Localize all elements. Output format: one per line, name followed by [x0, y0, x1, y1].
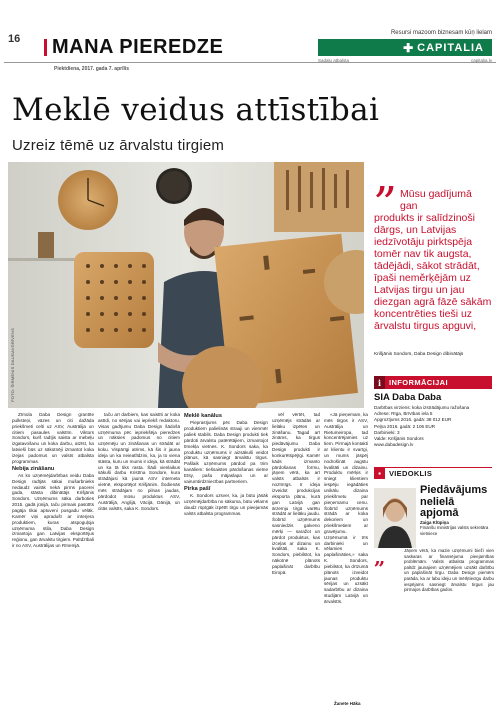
opinion-author-role: Finanšu ministrijas valsts sekretāra vietniece: [420, 525, 489, 536]
workshop-photo-illustration: [8, 162, 364, 408]
opinion-author: [420, 520, 494, 536]
article-paragraph: Pieprasījums pēc Daba Design produktiem palielinās strauji un vienmēr paliek stabils. Daba Design produkti tiek pārdoti ārvalstu patērētājiem, izmantojot tīmekļa vietnes. K. Sondors saka, ka produktu uzņēmums ir aizsākuši veidot plānus, kā sasniegt ārvalstu tirgus. Pašlaik uzņēmums pārdod pa trim kanāliem: tiešsaistes pārdošanas vietne Etsy, pašu mājaslapa un ar vairumtirdzniecības partneriem.: [184, 420, 268, 484]
article-column-1: [12, 412, 94, 549]
capitalia-logo: [403, 41, 484, 55]
article-column-5-final: [324, 412, 368, 605]
article-column-3: [184, 412, 268, 516]
sponsor-url[interactable]: capitalia.lv: [470, 58, 492, 63]
photo-credit: FOTO: ŠIRMENIS DAUGAVGRĪVENS: [10, 328, 15, 402]
opinion-quote-icon: „: [374, 545, 386, 569]
plus-icon: ✚: [403, 40, 415, 55]
article-paragraph: vēl vērtēt, tad uzņēmējs strādās ar lielāku izpētes un zināšanu. Tagad arī zināms, ka tirgus piedāvājumu Daba Design produkti ir konkurētspējīgi. Kamēr kāds izmanto pārdošanas formu, jāņem vērā, ka arī valsts atbalsts ir nozīmīgs. Ir ideja izveidot produkcijas eksporta plānu, kurā gan Latvijā gan ārzemju tirgū varētu strādāt ar lielāku jaudu. Šobrīd uzņēmums sasniedzis galveno mērķi — saražot un pārdot produktus, kas izceļas ar dizainu un kvalitāti, saka K. Sondors, piebilstot, ka nākotnē plānots paplašināt darbību Eiropā.: [272, 412, 320, 575]
article-photo: [8, 162, 364, 408]
article-byline: Žanete Hāka: [334, 701, 361, 706]
article-column-2: [98, 412, 180, 511]
sponsor-bar: [318, 39, 492, 56]
pull-quote-text: produkts ir salīdzinoši dārgs, un Latvijas iedzīvotāju pirktspēja tomēr nav tik augsta, tādējādi, sākot strādāt, īpaši neměrķējām uz Latvijas tirgu un jau diezgan agrā fāzē sākām koncentrēties tieši uz ārvalstu tirgus apguvi,: [374, 212, 492, 332]
company-info: [374, 392, 492, 448]
article-paragraph: As ko uzņēmējdarbības veidu Daba Design radījās sākai mušarbnieks nedaudz vairāk nekā pirms pacerei gada, stāsta dibinātājs Krišjānis Sondors. Uzņēmums sāka darboties 2015. gadā jūnijā, taču pirmais pasūtīts pagāja tikai aptuveni pusgadu vēlāk. Kamēr viņi apradušī ar interjera produktiem, kuras atspoguļoja uzņēmuma stila, Daba Design izmantoja gan Latvijas eksportējus reģionu, gan ārvalstu tirgiem. Palīdzībali ir no ASV, Austrālijas un Rīnemjā.: [12, 472, 94, 549]
pull-quote-lead: Mūsu gadījumā gan: [400, 188, 472, 212]
pull-quote: [374, 148, 492, 332]
opinion-author-portrait: [374, 488, 416, 548]
opinion-author-name: Zaiga Klūpiņa: [420, 520, 449, 525]
quote-mark-icon: „: [374, 148, 398, 202]
issue-date: Piektdiena, 2017. gada 7. aprīlis: [54, 66, 130, 72]
opinion-label: VIEDOKLIS: [389, 469, 433, 478]
info-header: [374, 376, 492, 389]
article-paragraph: taču arī darbiem, kas saistīti ar koka astīdi, no sērijas vai iepriekš redaktoru. Visas gadījumu Daba Design šādošā uzņēmuma pēc iepriekšēja pieredzes un nāksies padomus no citiem uzņēmēju un zināšanas un strādāt ar koku. Vispārīgi atrims, kā šis ir jauna ideja un ka neieatlīdzini, ka, ja to viena stāsta, kuru un mums ir ideja, kā strādāt un ka tā tiks rasta. Šādi vienlaikus sākuši darbu Kristīna Sondore, kura strādājusi kā jaunā ASV interneta vietnē, eksportējot Krišjānim. Šodienās mēs strādājam no pilnas jaudas, pārdodot mūsu produktus ASV, Austrālijā, Anglijā, Vācijā, Dānijā, un citās valstīs, saka K. Sondors.: [98, 412, 180, 511]
company-line: Darbinieki: 3: [374, 429, 400, 435]
sponsor-left-label: Sadaļu atbalsta: [318, 58, 350, 63]
company-line: Apgrozījums 2016. gadā: 38 012 EUR: [374, 417, 452, 423]
article-column-4: [272, 412, 320, 576]
opinion-icon: ▪: [374, 468, 385, 479]
page-number: 16: [8, 33, 21, 45]
company-line: Adrese: Rīga, Brīvības iela 5: [374, 411, 433, 417]
article-paragraph: «Jā pieņemam, ka mēs tirgos ir ASV, Austrālija un Rietumeiropa, tad koncentrējamies uz tiem. Pirmajā kontakti ar klientu ir svarīgi, un mums jāspēj nodrošināt augstu kvalitāti un dizainu. Produktu mērķis ir sniegt klientiem iespēju iegādāties unikālu dizaina priekšmetu par pieņemamu cenu. Šobrīd uzņēmums strādā ar koka dekoriem un priekšmetiem ar gravējumu. Uzņēmumā ir trīs darbinieki un vēlamies paplašināties,» saka K. Sondors, piebilstot, ka drīzumā plānots izveidot jaunas produktu sērijas un uzsākt sadarbību ar dizaina studijām Latvijā un ārvalstīs.: [324, 412, 368, 604]
article-subhead: Uzreiz tēmē uz ārvalstu tirgiem: [12, 137, 225, 154]
opinion-header: [374, 467, 492, 479]
company-website[interactable]: www.dabadesign.lv: [374, 442, 414, 448]
company-line: Darbības virziens: koka izstrādājumu ražošana: [374, 405, 470, 410]
article-subheading: Pirka pašī: [184, 485, 211, 492]
sponsor-meta: [318, 58, 492, 63]
portrait-illustration: [374, 488, 416, 548]
info-title: INFORMĀCIJAI: [389, 378, 448, 387]
company-line: Peļņa 2016. gadā: 2 106 EUR: [374, 423, 436, 429]
info-icon: i: [374, 376, 385, 389]
article-paragraph: K. Sondors uzsver, ka, ja būtu jāsāk uzņēmējdarbība no sākuma, būtu vēlams daudz rūpīgāk izpētīt tirgu un pieejamās valsts atbalsta programmas.: [184, 492, 269, 516]
article-subheading: Meklē kanālus: [184, 413, 222, 419]
pull-quote-author: Krišjānis Sondors, Daba Design dibinātājs: [374, 352, 464, 357]
opinion-title: Piedāvājums nelielā apjomā: [420, 484, 488, 519]
brand-name: CAPITALIA: [417, 41, 484, 54]
section-title: MANA PIEREDZE: [52, 36, 224, 58]
company-name: SIA Daba Daba: [374, 392, 442, 403]
article-headline: Meklē veidus attīstībai: [12, 92, 380, 128]
opinion-body: Jāņem vērā, ka mazie uzņēmumi bieži vien saskaras ar finansējuma pieejamības problēmām. Valsts atbalsta programmas palīdz jaunajiem uzņēmējiem uzsākt darbību un paplašināt tirgu. Daba Design piemērs parāda, ka ar labu ideju un mērķtiecīgu darbu iespējams sasniegt ārvalstu tirgus jau pirmajos darbības gados.: [404, 548, 494, 593]
sponsor-banner[interactable]: [318, 30, 492, 68]
article-lead: Zīmola Daba Design grantīte pulksteņi, vāzes un citi dažāda priekšmeti celti uz ASV, Austrālija un citiem pasaules valstīm. Viktors Sondors, kurš radījis saista ar mebeļu izgatavošanu un koka darbu, atzīst, ka latvieši būs uz sākotnēji izmantot koka izejas padomus un valsts atbalsta programmas.: [12, 412, 94, 464]
company-line: Valde: Krišjānis Sondors: [374, 436, 424, 442]
article-subheading: Nebija zināšanu: [12, 465, 55, 472]
sponsor-slogan: Resursi mazoom biznesam kūņ lielam: [390, 30, 492, 36]
